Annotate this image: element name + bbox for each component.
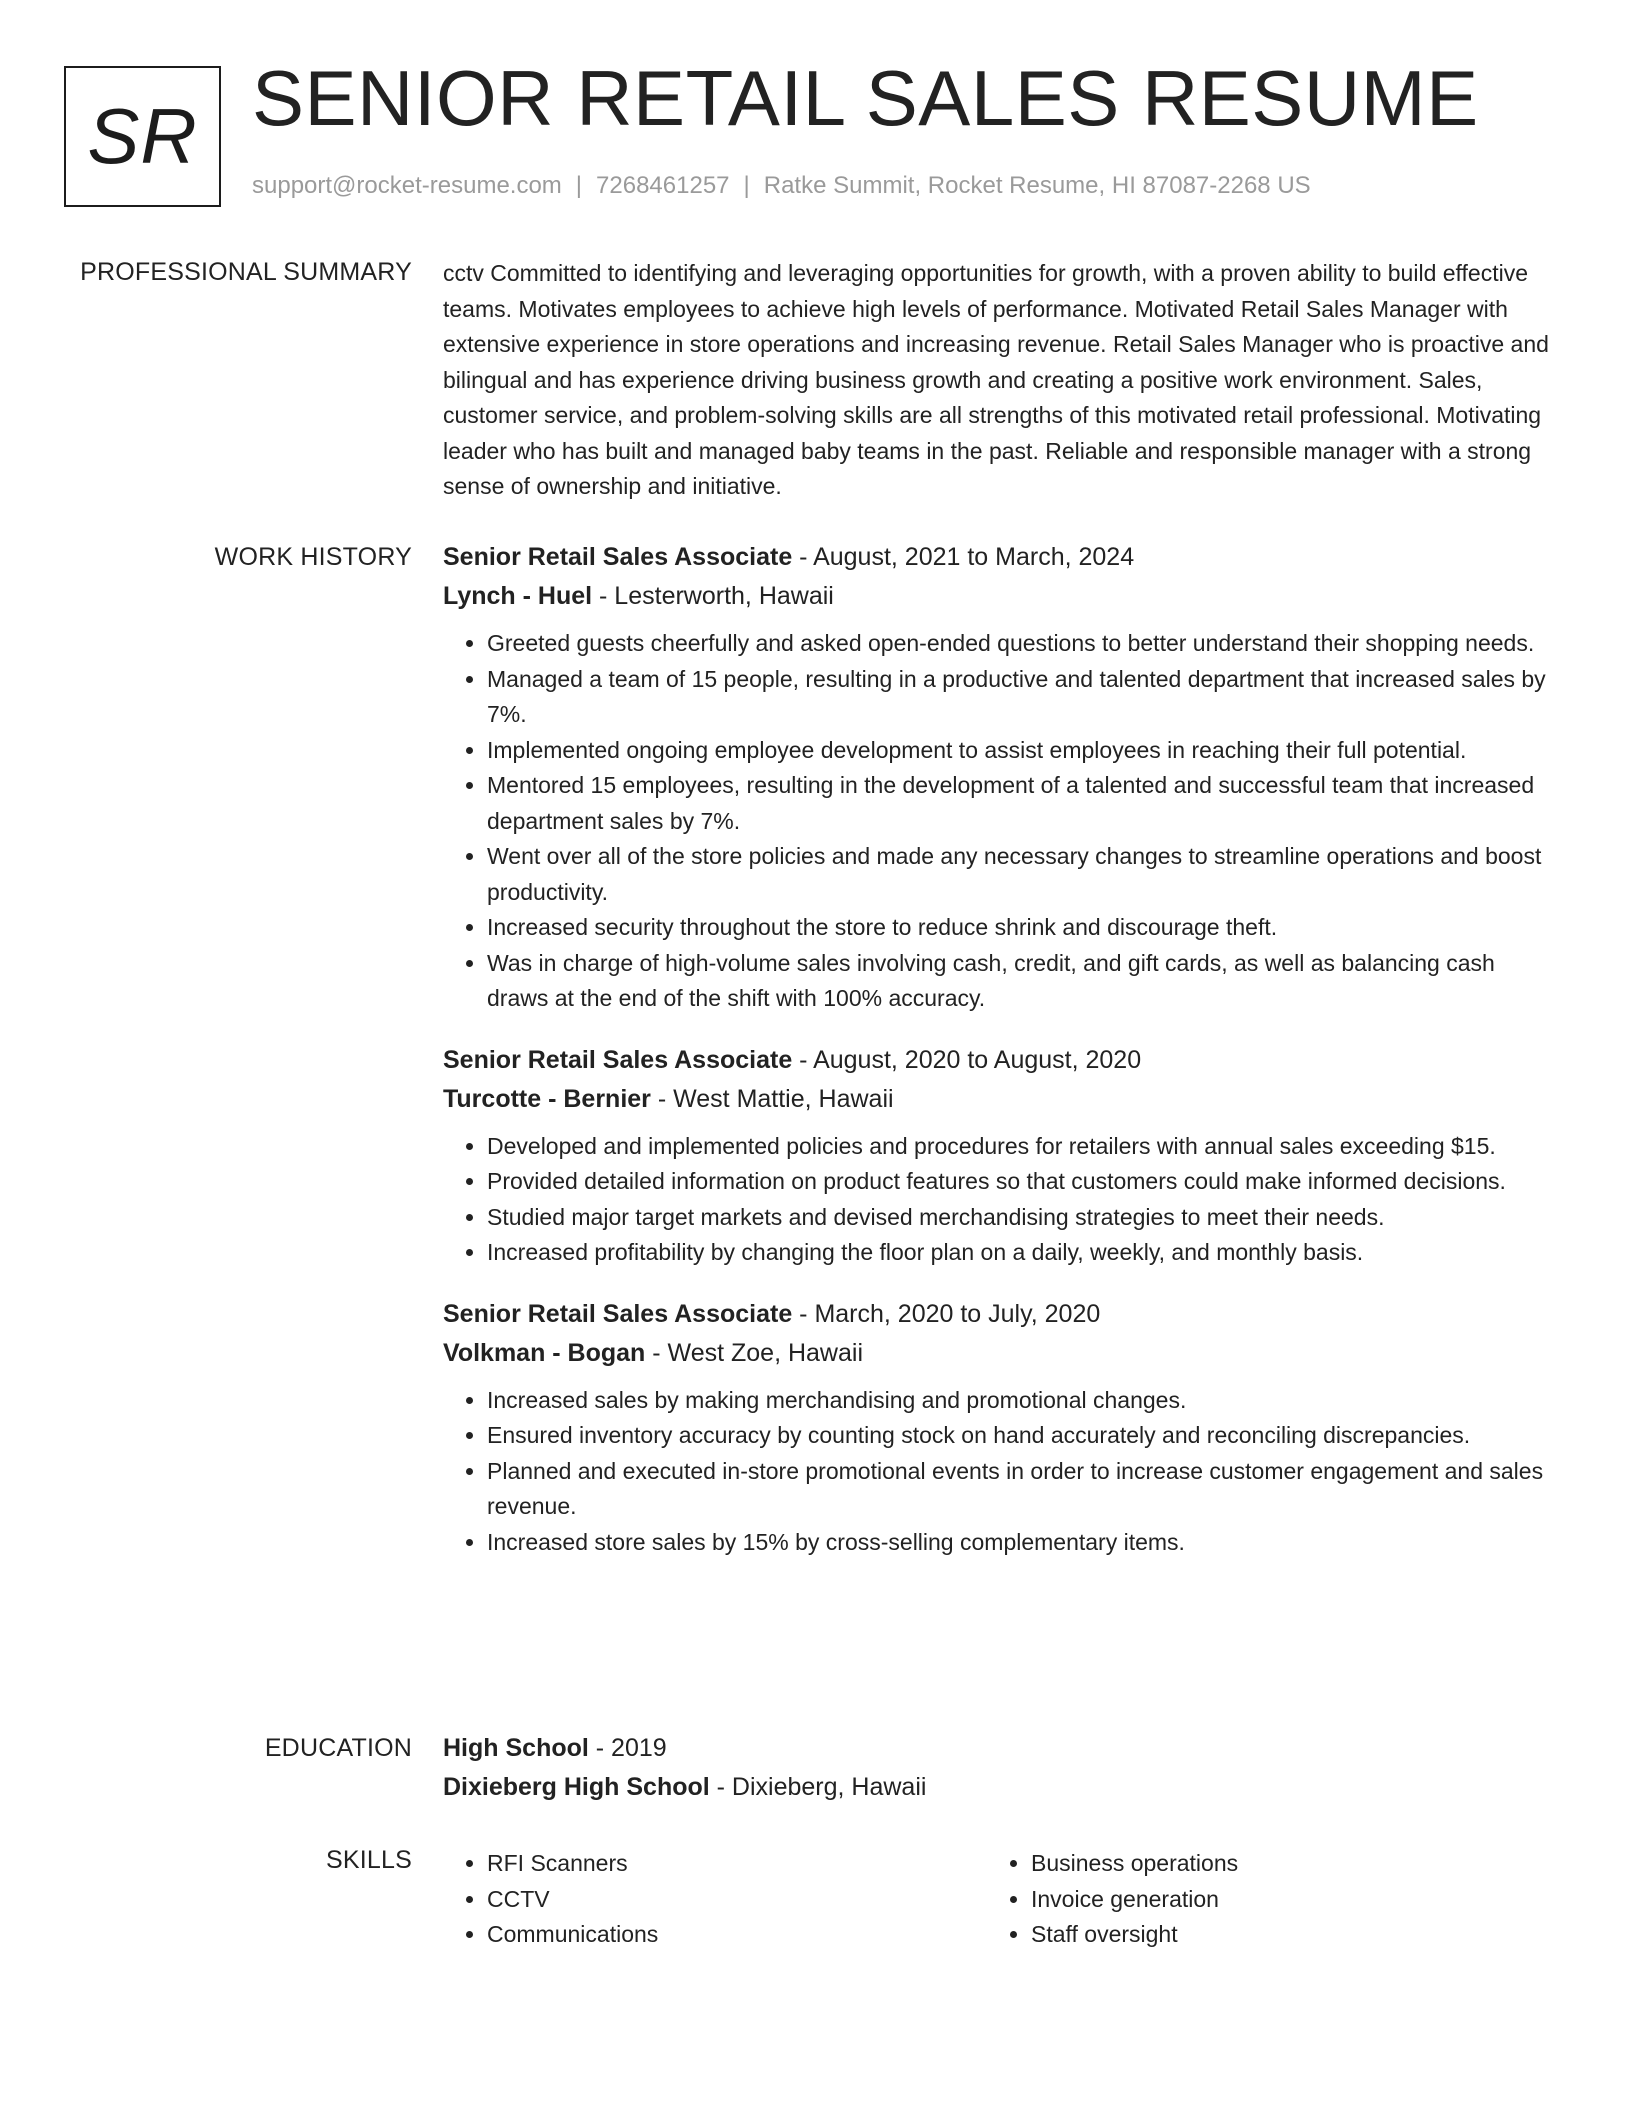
work-history-label: WORK HISTORY [214,543,412,571]
skills-list-right [987,1846,1531,1953]
job-bullet: • Increased sales by making merchandising and promotional changes. [487,1383,1553,1419]
contact-address: Ratke Summit, Rocket Resume, HI 87087-2268 US [763,172,1311,199]
skill-item: • Business operations [1031,1846,1531,1882]
skills-body [443,1846,1553,1953]
contact-line [252,172,1311,200]
job-company-line [443,1080,1553,1119]
job-bullets [443,626,1553,1017]
job-title: Senior Retail Sales Associate [443,543,793,571]
job-title-line [443,538,1553,577]
job-entry [443,1295,1553,1561]
job-bullet: • Managed a team of 15 people, resulting in a productive and talented department that increased sales by 7%. [487,662,1553,733]
job-company: Lynch - Huel [443,582,593,610]
job-bullet: • Ensured inventory accuracy by counting stock on hand accurately and reconciling discrepancies. [487,1418,1553,1454]
job-bullet: • Implemented ongoing employee development to assist employees in reaching their full potential. [487,733,1553,769]
job-bullet: • Was in charge of high-volume sales involving cash, credit, and gift cards, as well as balancing cash draws at the end of the shift with 100% accuracy. [487,946,1553,1017]
contact-separator: | [575,172,583,199]
skill-item: • Staff oversight [1031,1917,1531,1953]
summary-text: cctv Committed to identifying and leveraging opportunities for growth, with a proven ability to build effective teams. Motivates employees to achieve high levels of performance. Motivated Retail Sales Manager with extensive experience in store operations and increasing revenue. Retail Sales Manager who is proactive and bilingual and has experience driving business growth and creating a positive work environment. Sales, customer service, and problem-solving skills are all strengths of this motivated retail professional. Motivating leader who has built and managed baby teams in the past. Reliable and responsible manager with a strong sense of ownership and initiative. [443,260,1549,499]
job-entry [443,538,1553,1017]
job-company: Volkman - Bogan [443,1338,646,1367]
skill-item: • Invoice generation [1031,1882,1531,1918]
job-location: - West Zoe, Hawaii [645,1338,863,1367]
job-dates: - March, 2020 to July, 2020 [792,1299,1101,1328]
job-company-line [443,577,1553,616]
initials-monogram: SR [64,66,221,207]
education-degree: High School [443,1734,589,1762]
skills-label: SKILLS [326,1846,412,1874]
job-company-line [443,1334,1553,1373]
skills-list-left [443,1846,987,1953]
job-company: Turcotte - Bernier [443,1084,651,1113]
job-bullet: • Provided detailed information on product features so that customers could make informed decisions. [487,1164,1553,1200]
skill-item: • RFI Scanners [487,1846,987,1882]
job-bullet: • Went over all of the store policies and made any necessary changes to streamline operations and boost productivity. [487,839,1553,910]
job-bullet: • Increased store sales by 15% by cross-selling complementary items. [487,1525,1553,1561]
summary-body [443,256,1553,505]
skills-columns [443,1846,1553,1953]
job-location: - West Mattie, Hawaii [650,1084,894,1113]
contact-phone: 7268461257 [596,172,730,199]
job-bullet: • Mentored 15 employees, resulting in the development of a talented and successful team that increased department sales by 7%. [487,768,1553,839]
work-history-body [443,538,1553,1584]
job-title: Senior Retail Sales Associate [443,1045,793,1074]
job-location: - Lesterworth, Hawaii [592,582,834,610]
education-year: - 2019 [588,1734,667,1762]
job-dates: - August, 2020 to August, 2020 [792,1045,1142,1074]
job-dates: - August, 2021 to March, 2024 [792,543,1135,571]
skill-item: • CCTV [487,1882,987,1918]
job-title: Senior Retail Sales Associate [443,1299,793,1328]
education-location: - Dixieberg, Hawaii [709,1773,927,1801]
job-title-line [443,1295,1553,1334]
job-bullet: • Increased profitability by changing the floor plan on a daily, weekly, and monthly basis. [487,1235,1553,1271]
education-body [443,1729,1553,1807]
job-bullet: • Planned and executed in-store promotional events in order to increase customer engagement and sales revenue. [487,1454,1553,1525]
resume-title: SENIOR RETAIL SALES RESUME [252,54,1479,142]
job-bullets [443,1383,1553,1561]
job-bullets [443,1129,1553,1271]
education-school: Dixieberg High School [443,1773,710,1801]
job-entry [443,1041,1553,1271]
education-school-line [443,1768,1553,1807]
job-bullet: • Studied major target markets and devised merchandising strategies to meet their needs. [487,1200,1553,1236]
job-bullet: • Developed and implemented policies and procedures for retailers with annual sales exceeding $15. [487,1129,1553,1165]
contact-separator: | [743,172,750,199]
summary-label: PROFESSIONAL SUMMARY [80,258,412,286]
job-title-line [443,1041,1553,1080]
job-bullet: • Increased security throughout the store to reduce shrink and discourage theft. [487,910,1553,946]
contact-email: support@rocket-resume.com [252,172,562,199]
job-bullet: • Greeted guests cheerfully and asked open-ended questions to better understand their shopping needs. [487,626,1553,662]
education-label: EDUCATION [264,1734,412,1762]
skill-item: • Communications [487,1917,987,1953]
education-degree-line [443,1729,1553,1768]
